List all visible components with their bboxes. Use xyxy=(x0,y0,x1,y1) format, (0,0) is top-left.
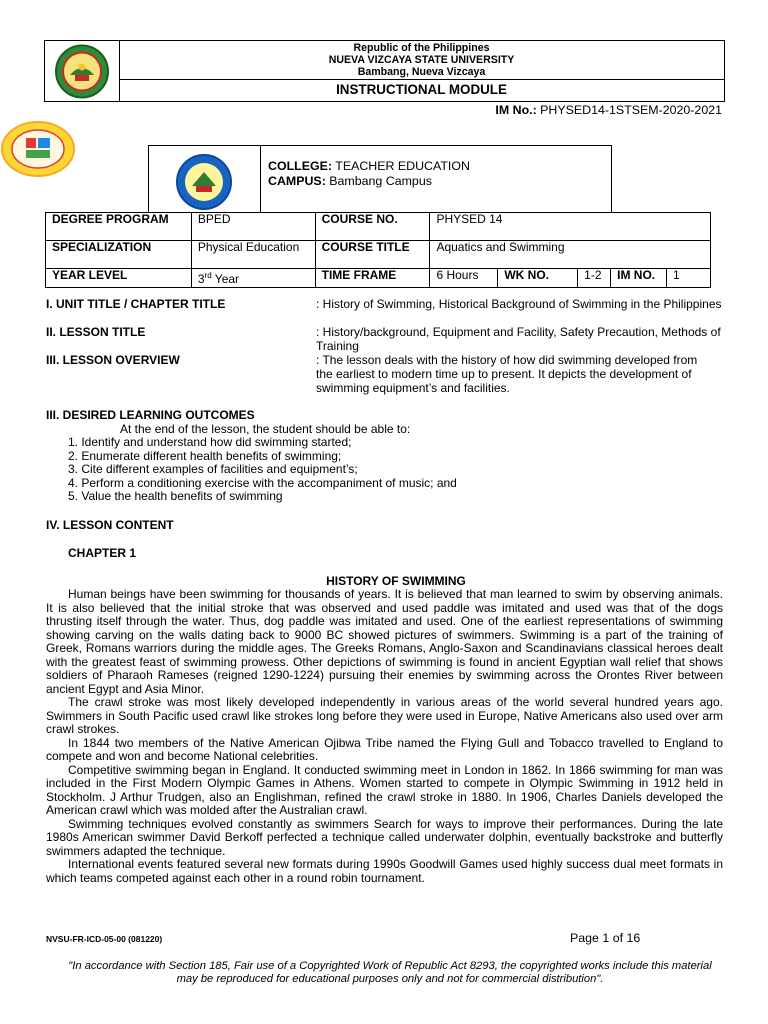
lesson-title-value: : History/background, Equipment and Facility, Safety Precaution, Methods of Training xyxy=(316,325,721,353)
list-item: 2. Enumerate different health benefits of swimming; xyxy=(68,448,342,463)
nvsu-seal-icon xyxy=(45,41,119,102)
course-no-value: PHYSED 14 xyxy=(430,213,711,241)
year-level-label: YEAR LEVEL xyxy=(46,269,192,288)
college-logo-cell xyxy=(149,146,261,213)
year-level-suffix: rd xyxy=(204,271,212,280)
paragraph: Competitive swimming began in England. It conducted swimming meet in London in 1862. In 1866 swimming for man was included in the First Modern Olympic Games in Athens. Women started to compete in Olympic Swimming in 1912 held in Stockholm. J Arthur Trudgen, also an Englishman, refined the crawl stroke in 1880. In 1906, Charles Daniels developed the American crawl which was molded after the Australian crawl. xyxy=(46,762,723,817)
list-item: 3. Cite different examples of facilities and equipment’s; xyxy=(68,462,358,477)
industrial-technology-seal-icon xyxy=(0,120,76,178)
specialization-value: Physical Education xyxy=(191,241,315,269)
paragraph: In 1844 two members of the Native American Ojibwa Tribe named the Flying Gull and Tobacco travelled to England to compete and won and become National celebrities. xyxy=(46,735,723,763)
year-level-value xyxy=(191,269,315,288)
chapter-label: CHAPTER 1 xyxy=(68,546,137,560)
paragraph: Swimming techniques evolved constantly as swimmers Search for ways to improve their performances. During the late 1980s American swimmer David Berkoff perfected a technique called underwater dolphin, eventually backstroke and butterfly swimmers adapted the technique. xyxy=(46,816,723,858)
republic-line: Republic of the Philippines xyxy=(353,42,490,54)
specialization-label: SPECIALIZATION xyxy=(46,241,192,269)
university-location: Bambang, Nueva Vizcaya xyxy=(357,66,486,78)
paragraph: International events featured several new formats during 1990s Goodwill Games used highly success dual meet formats in which teams competed against each other in a round robin tournament. xyxy=(46,857,723,885)
im-no-label: IM NO. xyxy=(611,269,667,288)
overview-value: : The lesson deals with the history of how did swimming developed from the earliest to modern time up to present. It depicts the development of swimming equipment’s and facilities. xyxy=(316,353,698,395)
campus-value: Bambang Campus xyxy=(329,174,432,188)
college-label: COLLEGE: xyxy=(268,159,333,173)
header-lines xyxy=(119,42,724,78)
time-frame-label: TIME FRAME xyxy=(315,269,430,288)
history-body xyxy=(46,588,723,885)
course-title-label: COURSE TITLE xyxy=(315,241,430,269)
im-number-value: PHYSED14-1STSEM-2020-2021 xyxy=(540,103,722,117)
outcomes-label: III. DESIRED LEARNING OUTCOMES xyxy=(46,408,255,422)
course-info-table xyxy=(45,212,711,288)
lesson-title-label: II. LESSON TITLE xyxy=(46,325,146,339)
list-item: 4. Perform a conditioning exercise with the accompaniment of music; and xyxy=(68,475,457,490)
degree-value: BPED xyxy=(191,213,315,241)
im-number-label: IM No.: xyxy=(495,103,537,117)
campus-label: CAMPUS: xyxy=(268,174,326,188)
year-level-number: 3 xyxy=(197,272,205,286)
paragraph: The crawl stroke was most likely developed independently in various areas of the world several hundred years ago. Swimmers in South Pacific used crawl like strokes long before they were used in Europe, Native Americans also used over arm crawl strokes. xyxy=(46,695,723,736)
year-level-word: Year xyxy=(211,272,240,286)
college-info xyxy=(268,159,470,189)
im-number xyxy=(495,103,722,117)
lesson-content-label: IV. LESSON CONTENT xyxy=(46,518,174,532)
time-frame-value: 6 Hours xyxy=(430,269,498,288)
list-item: 5. Value the health benefits of swimming xyxy=(68,489,283,504)
course-title-value: Aquatics and Swimming xyxy=(430,241,711,269)
list-item: 1. Identify and understand how did swimming started; xyxy=(68,435,352,449)
wk-no-value: 1-2 xyxy=(578,269,611,288)
college-box xyxy=(148,145,612,213)
copyright-disclaimer: "In accordance with Section 185, Fair use of a Copyrighted Work of Republic Act 8293, the copyrighted works include this material may be reproduced for educational purposes only and not for commercial distribution". xyxy=(68,960,712,985)
unit-title-label: I. UNIT TITLE / CHAPTER TITLE xyxy=(46,297,226,311)
page-number: Page 1 of 16 xyxy=(570,931,641,945)
im-no-value: 1 xyxy=(667,269,711,288)
university-name: NUEVA VIZCAYA STATE UNIVERSITY xyxy=(328,54,515,66)
outcomes-list xyxy=(68,436,457,504)
degree-label: DEGREE PROGRAM xyxy=(46,213,192,241)
paragraph: Human beings have been swimming for thousands of years. It is believed that man learned to swim by observing animals. It is also believed that the initial stroke that was observed and used paddle was imitated and used was that of the dogs thrusting itself through the water. Thus, dog paddle was imitated and used. One of the earliest representations of swimming showing carving on the walls dating back to 9000 BC showed pictures of swimmers. Swimming is a part of the training of Greek, Romans warriors during the middle ages. The Greeks Romans, Anglo-Saxon and Scandinavians classical heroes dealt with the greatest feast of swimming prowess. Other depictions of swimming is found in ancient Egyptian wall relief that shows soldiers of Pharaoh Rameses (reigned 1290-1224) pursuing their enemies by swimming across the Orontes River between ancient Egypt and Asia Minor. xyxy=(46,587,723,696)
form-code: NVSU-FR-ICD-05-00 (081220) xyxy=(46,934,163,944)
course-no-label: COURSE NO. xyxy=(315,213,430,241)
module-title: INSTRUCTIONAL MODULE xyxy=(336,82,507,97)
university-logo-cell xyxy=(45,41,120,102)
unit-title-value: : History of Swimming, Historical Background of Swimming in the Philippines xyxy=(316,297,722,311)
wk-no-label: WK NO. xyxy=(498,269,578,288)
overview-label: III. LESSON OVERVIEW xyxy=(46,353,180,367)
outcomes-intro: At the end of the lesson, the student should be able to: xyxy=(120,422,411,436)
teacher-education-seal-icon xyxy=(149,146,260,213)
history-heading: HISTORY OF SWIMMING xyxy=(326,574,466,588)
college-value: TEACHER EDUCATION xyxy=(335,159,470,173)
document-header xyxy=(44,40,725,102)
